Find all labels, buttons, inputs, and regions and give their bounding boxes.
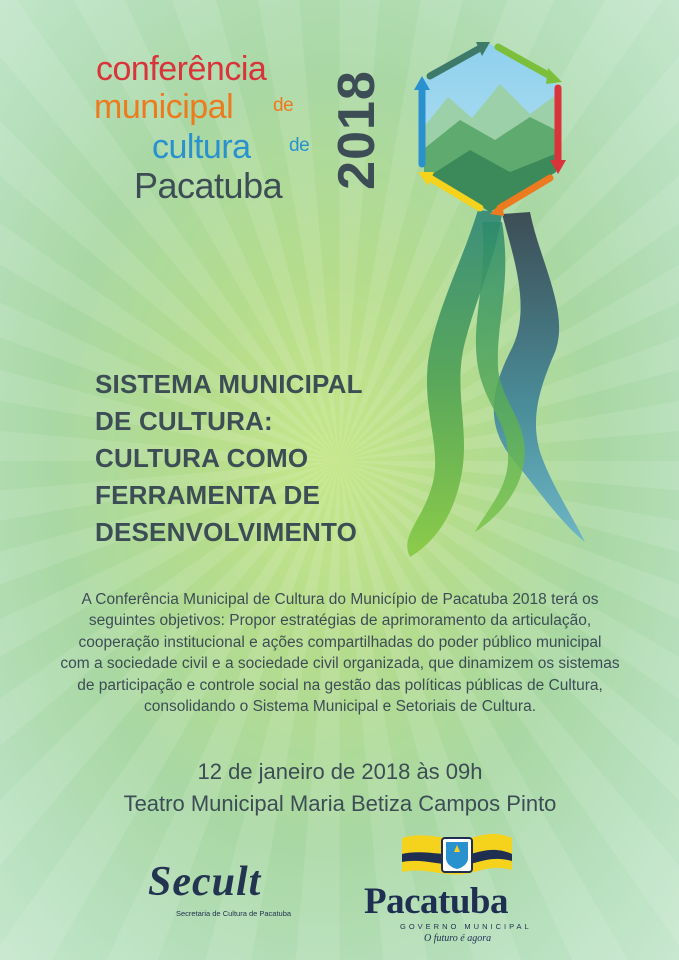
title-line-4: Pacatuba [134,165,283,206]
headline-line-5: DESENVOLVIMENTO [95,517,358,547]
headline-line-4: FERRAMENTA DE [95,480,321,510]
title-line-3-suffix: de [289,135,310,156]
title-line-1: conferência [96,50,267,88]
event-date: 12 de janeiro de 2018 às 09h [197,759,483,784]
description-line-3: cooperação institucional e ações compartilhadas do poder público municipal [78,633,602,651]
prefeitura-logo [360,830,560,945]
headline-line-3: CULTURA COMO [95,443,309,473]
description-line-2: seguintes objetivos: Propor estratégias de aprimoramento da articulação, [88,612,592,630]
headline [95,366,395,551]
title-line-2: municipal [94,88,234,126]
description-line-1: A Conferência Municipal de Cultura do Município de Pacatuba 2018 terá os [81,591,599,608]
prefeitura-name: Pacatuba [364,881,508,922]
secult-logo [140,858,310,928]
description-line-4: com a sociedade civil e a sociedade civil organizada, que dinamizem os sistemas [60,655,620,673]
prefeitura-slogan: O futuro é agora [424,933,492,944]
year-label-wrap [330,50,384,210]
headline-line-1: SISTEMA MUNICIPAL [95,369,363,399]
title-line-3: cultura [152,128,251,166]
hexagon-arrows-ribbon-icon [390,22,590,567]
description-line-6: consolidando o Sistema Municipal e Setoriais de Cultura. [143,698,537,716]
title-line-2-suffix: de [273,95,294,116]
headline-line-2: DE CULTURA: [95,406,273,436]
secult-subtitle: Secretaria de Cultura de Pacatuba [176,909,292,918]
flag-icon [398,830,516,880]
event-venue: Teatro Municipal Maria Betiza Campos Pinto [123,791,557,816]
event-info [40,756,640,820]
description-line-5: de participação e controle social na gestão das políticas públicas de Cultura, [77,676,603,694]
description [40,589,640,717]
secult-wordmark: Secult [148,859,262,905]
year-label: 2018 [328,70,386,190]
prefeitura-subtitle: GOVERNO MUNICIPAL [400,922,532,931]
